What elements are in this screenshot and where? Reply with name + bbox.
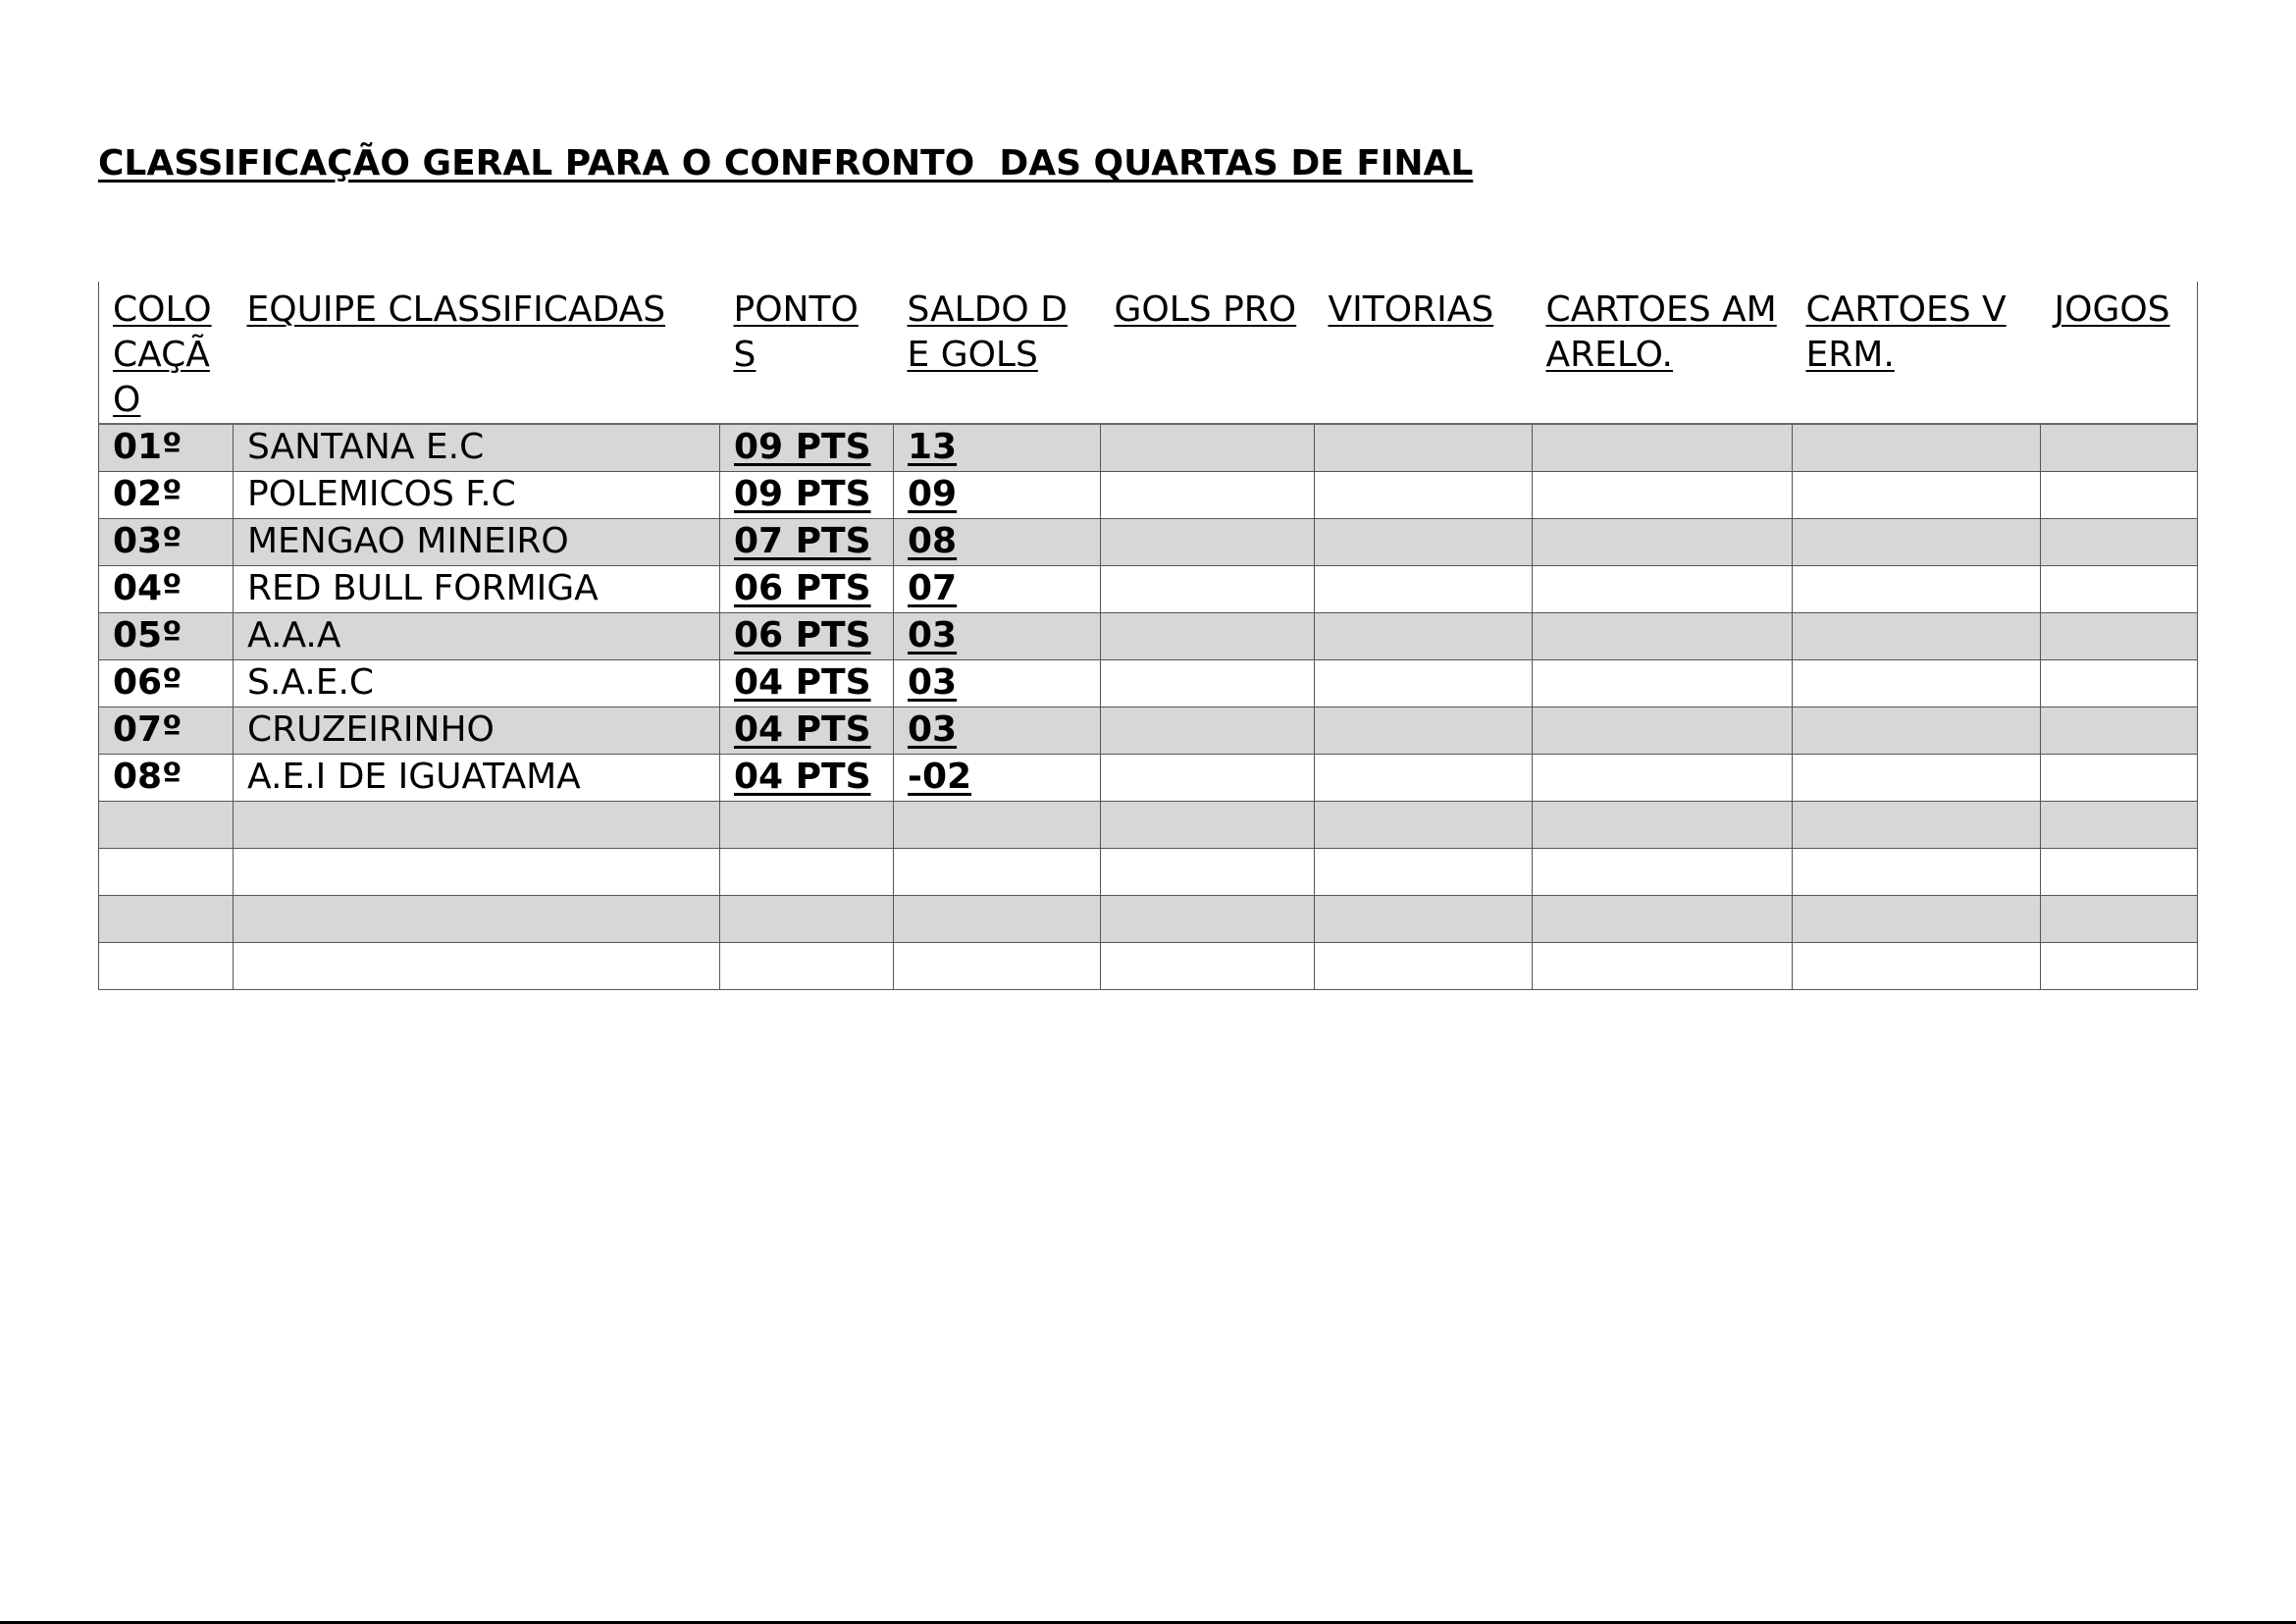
cell-goals-for — [1101, 896, 1315, 943]
table-row — [99, 755, 2198, 802]
cell-position: 06º — [99, 660, 234, 707]
cell-goals-for — [1101, 755, 1315, 802]
cell-points: 09 PTS — [720, 472, 894, 519]
cell-goal-difference: -02 — [894, 755, 1101, 802]
cell-position — [99, 943, 234, 990]
cell-yellow-cards — [1533, 566, 1793, 613]
table-row — [99, 519, 2198, 566]
cell-team: A.E.I DE IGUATAMA — [234, 755, 720, 802]
cell-red-cards — [1793, 613, 2041, 660]
cell-goals-for — [1101, 660, 1315, 707]
header-cartoes-verm: CARTOES VERM. — [1793, 282, 2041, 424]
cell-wins — [1315, 802, 1533, 849]
cell-games — [2041, 424, 2198, 472]
cell-red-cards — [1793, 755, 2041, 802]
cell-red-cards — [1793, 707, 2041, 755]
cell-wins — [1315, 472, 1533, 519]
cell-position: 04º — [99, 566, 234, 613]
cell-goal-difference — [894, 849, 1101, 896]
header-equipe: EQUIPE CLASSIFICADAS — [234, 282, 720, 424]
cell-team — [234, 896, 720, 943]
table-row — [99, 849, 2198, 896]
cell-yellow-cards — [1533, 472, 1793, 519]
cell-yellow-cards — [1533, 802, 1793, 849]
cell-yellow-cards — [1533, 519, 1793, 566]
cell-goal-difference: 03 — [894, 613, 1101, 660]
cell-points: 04 PTS — [720, 660, 894, 707]
cell-goal-difference — [894, 896, 1101, 943]
cell-points — [720, 896, 894, 943]
cell-goals-for — [1101, 613, 1315, 660]
cell-points — [720, 943, 894, 990]
cell-games — [2041, 566, 2198, 613]
table-row — [99, 424, 2198, 472]
cell-goals-for — [1101, 472, 1315, 519]
cell-goals-for — [1101, 424, 1315, 472]
table-row — [99, 707, 2198, 755]
cell-team: S.A.E.C — [234, 660, 720, 707]
standings-table — [98, 282, 2198, 990]
cell-goal-difference — [894, 943, 1101, 990]
cell-red-cards — [1793, 896, 2041, 943]
cell-red-cards — [1793, 519, 2041, 566]
cell-yellow-cards — [1533, 660, 1793, 707]
cell-games — [2041, 472, 2198, 519]
cell-yellow-cards — [1533, 424, 1793, 472]
cell-position — [99, 849, 234, 896]
table-row — [99, 472, 2198, 519]
table-row — [99, 943, 2198, 990]
cell-goal-difference: 03 — [894, 707, 1101, 755]
header-cartoes-amarelo: CARTOES AMARELO. — [1533, 282, 1793, 424]
cell-red-cards — [1793, 802, 2041, 849]
cell-position — [99, 896, 234, 943]
cell-games — [2041, 802, 2198, 849]
cell-yellow-cards — [1533, 896, 1793, 943]
cell-points — [720, 802, 894, 849]
cell-games — [2041, 707, 2198, 755]
table-row — [99, 660, 2198, 707]
header-pontos: PONTOS — [720, 282, 894, 424]
cell-yellow-cards — [1533, 943, 1793, 990]
cell-goal-difference: 07 — [894, 566, 1101, 613]
cell-red-cards — [1793, 660, 2041, 707]
cell-games — [2041, 519, 2198, 566]
cell-wins — [1315, 519, 1533, 566]
cell-games — [2041, 943, 2198, 990]
cell-team: CRUZEIRINHO — [234, 707, 720, 755]
cell-points: 07 PTS — [720, 519, 894, 566]
cell-wins — [1315, 613, 1533, 660]
cell-position — [99, 802, 234, 849]
cell-position: 05º — [99, 613, 234, 660]
cell-wins — [1315, 896, 1533, 943]
table-row — [99, 566, 2198, 613]
cell-goal-difference: 09 — [894, 472, 1101, 519]
cell-goal-difference: 03 — [894, 660, 1101, 707]
cell-goals-for — [1101, 707, 1315, 755]
cell-yellow-cards — [1533, 707, 1793, 755]
cell-wins — [1315, 755, 1533, 802]
cell-red-cards — [1793, 849, 2041, 896]
cell-wins — [1315, 424, 1533, 472]
cell-team: A.A.A — [234, 613, 720, 660]
cell-goal-difference — [894, 802, 1101, 849]
cell-team: POLEMICOS F.C — [234, 472, 720, 519]
cell-goals-for — [1101, 943, 1315, 990]
cell-points: 06 PTS — [720, 566, 894, 613]
cell-games — [2041, 613, 2198, 660]
cell-team — [234, 802, 720, 849]
cell-goals-for — [1101, 849, 1315, 896]
header-row — [99, 282, 2198, 424]
cell-position: 01º — [99, 424, 234, 472]
cell-red-cards — [1793, 472, 2041, 519]
header-gols-pro: GOLS PRO — [1101, 282, 1315, 424]
cell-games — [2041, 755, 2198, 802]
cell-points: 04 PTS — [720, 755, 894, 802]
cell-goal-difference: 08 — [894, 519, 1101, 566]
cell-team: RED BULL FORMIGA — [234, 566, 720, 613]
cell-points: 09 PTS — [720, 424, 894, 472]
cell-position: 02º — [99, 472, 234, 519]
table-body — [99, 424, 2198, 990]
cell-red-cards — [1793, 566, 2041, 613]
cell-position: 07º — [99, 707, 234, 755]
header-colocacao: COLOCAÇÃO — [99, 282, 234, 424]
cell-red-cards — [1793, 424, 2041, 472]
cell-points: 04 PTS — [720, 707, 894, 755]
cell-goals-for — [1101, 519, 1315, 566]
table-row — [99, 802, 2198, 849]
cell-yellow-cards — [1533, 849, 1793, 896]
cell-wins — [1315, 566, 1533, 613]
cell-team — [234, 849, 720, 896]
cell-wins — [1315, 849, 1533, 896]
header-vitorias: VITORIAS — [1315, 282, 1533, 424]
cell-wins — [1315, 660, 1533, 707]
cell-games — [2041, 849, 2198, 896]
cell-yellow-cards — [1533, 755, 1793, 802]
header-saldo-de-gols: SALDO DE GOLS — [894, 282, 1101, 424]
cell-team: SANTANA E.C — [234, 424, 720, 472]
cell-position: 03º — [99, 519, 234, 566]
cell-wins — [1315, 943, 1533, 990]
cell-position: 08º — [99, 755, 234, 802]
table-row — [99, 613, 2198, 660]
cell-wins — [1315, 707, 1533, 755]
cell-goal-difference: 13 — [894, 424, 1101, 472]
cell-yellow-cards — [1533, 613, 1793, 660]
cell-goals-for — [1101, 802, 1315, 849]
table-row — [99, 896, 2198, 943]
cell-red-cards — [1793, 943, 2041, 990]
cell-points: 06 PTS — [720, 613, 894, 660]
cell-games — [2041, 896, 2198, 943]
cell-points — [720, 849, 894, 896]
cell-team — [234, 943, 720, 990]
cell-games — [2041, 660, 2198, 707]
header-jogos: JOGOS — [2041, 282, 2198, 424]
page-title: CLASSIFICAÇÃO GERAL PARA O CONFRONTO DAS QUARTAS DE FINAL — [98, 143, 1474, 183]
cell-team: MENGAO MINEIRO — [234, 519, 720, 566]
cell-goals-for — [1101, 566, 1315, 613]
